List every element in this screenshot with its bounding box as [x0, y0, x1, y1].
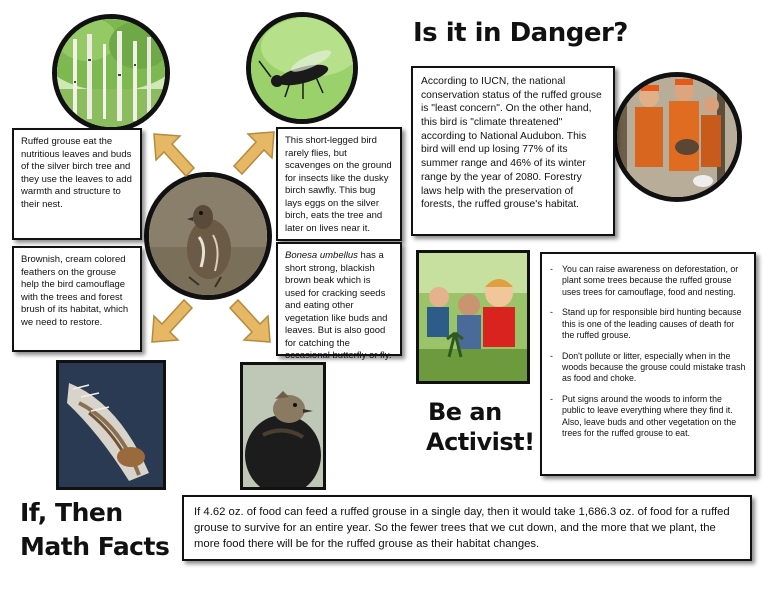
math-box	[182, 495, 752, 561]
sawfly-text: This short-legged bird rarely flies, but scavenges on the ground for insects like the dusky birch sawfly. This bug lays eggs on the silver birch, eats the tree and later on lives near it.	[285, 135, 392, 234]
danger-box	[411, 66, 615, 236]
activist-item	[550, 351, 746, 385]
dash-bullet: -	[550, 307, 553, 318]
activist-item	[550, 307, 746, 341]
activist-item-text: Don't pollute or litter, especially when in the woods because the grouse could mistake trash as food and choke.	[562, 350, 746, 384]
activist-item-text: Stand up for responsible bird hunting because this is one of the leading causes of death for the ruffed grouse.	[562, 307, 742, 341]
activist-item-text: Put signs around the woods to inform the public to leave everything where they find it. Also, leave buds and other vegetation on the trees for the ruffed grouse to eat.	[562, 393, 737, 439]
beak-box	[276, 242, 402, 362]
activist-item-text: You can raise awareness on deforestation, or plant some trees because the ruffed grouse uses trees for camouflage, food and nesting.	[562, 264, 739, 297]
arrow-down-left-icon	[148, 294, 198, 346]
sawfly-box	[276, 127, 402, 241]
arrow-up-left-icon	[150, 130, 200, 182]
arrow-down-right-icon	[224, 294, 274, 346]
birch-forest-image	[52, 14, 170, 132]
activist-box	[540, 252, 756, 476]
math-text: If 4.62 oz. of food can feed a ruffed grouse in a single day, then it would take 1,686.3 oz. of food for a ruffed grouse to survive for an entire year. So the fewer trees that we cut down, and the more that we plant, the more food there will be for the ruffed grouse as their habitat changes.	[194, 506, 730, 550]
math-heading-line1: If, Then	[20, 498, 123, 527]
feather-image	[56, 360, 166, 490]
activist-item	[550, 394, 746, 440]
kids-planting-image	[416, 250, 530, 384]
activist-heading-line2: Activist!	[426, 428, 535, 456]
activist-list	[550, 264, 746, 439]
grouse-head-image	[240, 362, 326, 490]
math-heading-line2: Math Facts	[20, 532, 170, 561]
danger-heading: Is it in Danger?	[413, 18, 628, 48]
scientific-name: Bonesa umbellus	[285, 250, 358, 261]
dash-bullet: -	[550, 350, 553, 361]
activist-item	[550, 264, 746, 298]
danger-text: According to IUCN, the national conservation status of the ruffed grouse is "least concern". On the other hand, this bird is "climate threatened" according to National Audubon. This bird will end up losing 77% of its summer range and 46% of its winter range by the year of 2080. Forestry laws help with the preservation of forests, the ruffed grouse's habitat.	[421, 76, 602, 211]
birch-diet-box	[12, 128, 142, 240]
dash-bullet: -	[550, 393, 553, 404]
grouse-center-image	[144, 172, 272, 300]
beak-text	[285, 250, 393, 363]
arrow-up-right-icon	[228, 128, 278, 180]
activist-heading-line1: Be an	[428, 398, 502, 426]
sawfly-image	[246, 12, 358, 124]
hunters-image	[612, 72, 742, 202]
feathers-box	[12, 246, 142, 352]
birch-diet-text: Ruffed grouse eat the nutritious leaves and buds of the silver birch tree and they use the leaves to add warmth and structure to their nest.	[21, 136, 132, 210]
beak-text-rest: has a short strong, blackish brown beak which is used for cracking seeds and eating other vegetation like buds and leaves. But is also good for catching the occasional butterfly or fly.	[285, 250, 392, 362]
dash-bullet: -	[550, 264, 553, 274]
feathers-text: Brownish, cream colored feathers on the grouse help the bird camouflage with the trees and forest brush of its habitat, which we need to restore.	[21, 254, 129, 328]
